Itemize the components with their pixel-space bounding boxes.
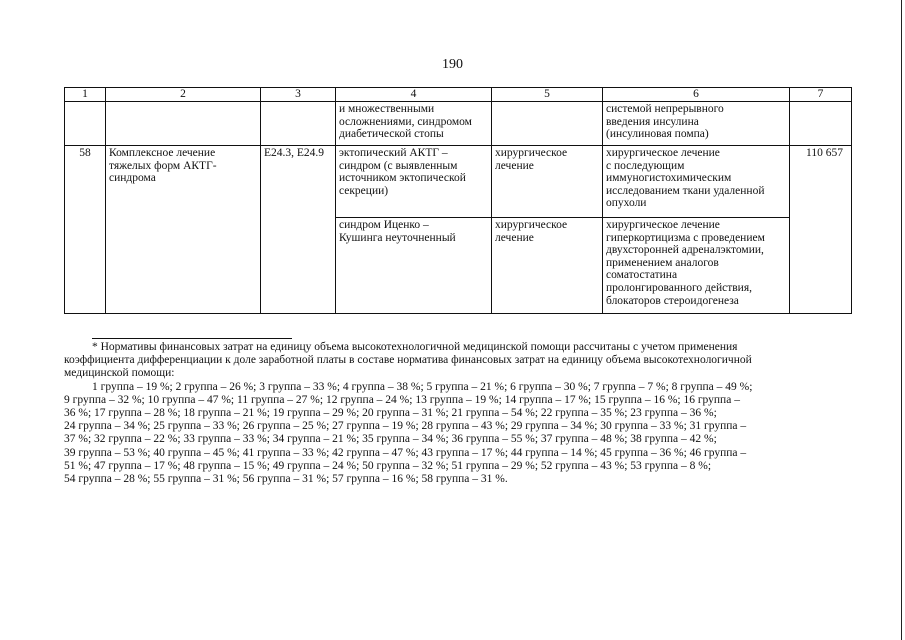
cell-line: эктопический АКТГ –: [339, 147, 448, 159]
header-cell: 3: [261, 88, 336, 102]
cell-line: Комплексное лечение: [109, 147, 216, 159]
cell-line: Кушинга неуточненный: [339, 231, 456, 244]
cell-line: синдром Иценко –: [339, 219, 429, 231]
patient-model-cell: [336, 146, 492, 218]
footnote-line: 36 %; 17 группа – 28 %; 18 группа – 21 %; 19 группа – 29 %; 20 группа – 31 %; 21 группа – 54 %; 22 группа – 35 %; 23 группа – 36 %;: [64, 407, 717, 420]
empty-cell: [106, 102, 261, 146]
cell-line: лечение: [495, 159, 534, 172]
cell-line: с последующим: [606, 159, 685, 172]
treatment-type-cell: [492, 218, 603, 314]
footnote-line: коэффициента дифференциации к доле заработной платы в составе норматива финансовых затрат на единицу объема высокотехнологичной: [64, 354, 752, 367]
header-cell: 1: [65, 88, 106, 102]
cell-line: системой непрерывного: [606, 103, 724, 115]
cell-line: диабетической стопы: [339, 128, 444, 141]
empty-cell: [790, 102, 852, 146]
cell-line: пролонгированного действия,: [606, 281, 753, 294]
cell-line: секреции): [339, 184, 389, 197]
footnote-line: 51 %; 47 группа – 17 %; 48 группа – 15 %; 49 группа – 24 %; 50 группа – 32 %; 51 группа – 29 %; 52 группа – 43 %; 53 группа – 8 %;: [64, 459, 712, 472]
cell-line: синдром (с выявленным: [339, 159, 458, 172]
price-cell: 110 657: [790, 146, 852, 314]
cell-line: синдрома: [109, 172, 156, 185]
cell-line: опухоли: [606, 197, 647, 210]
cell-line: иммуногистохимическим: [606, 172, 732, 185]
cell-line: соматостатина: [606, 269, 678, 282]
treatment-method-cell: [603, 102, 790, 146]
header-cell: 4: [336, 88, 492, 102]
treatment-type-cell: [492, 146, 603, 218]
footnote-line: 39 группа – 53 %; 40 группа – 45 %; 41 группа – 33 %; 42 группа – 47 %; 43 группа – 17 %; 44 группа – 14 %; 45 группа – 36 %; 46 группа –: [64, 446, 747, 459]
cell-line: хирургическое: [495, 147, 568, 159]
footnote-line: 24 группа – 34 %; 25 группа – 33 %; 26 группа – 25 %; 27 группа – 19 %; 28 группа – 43 %; 29 группа – 34 %; 30 группа – 33 %; 31 группа –: [64, 420, 747, 433]
cell-line: (инсулиновая помпа): [606, 128, 709, 141]
patient-model-cell: [336, 102, 492, 146]
icd-codes-cell: E24.3, E24.9: [261, 146, 336, 314]
empty-cell: [261, 102, 336, 146]
footnote-line: медицинской помощи:: [64, 367, 175, 380]
cell-line: хирургическое: [495, 219, 568, 231]
footnote: [64, 341, 851, 486]
footnote-separator: [92, 338, 292, 339]
header-cell: 6: [603, 88, 790, 102]
cell-line: хирургическое лечение: [606, 219, 720, 231]
treatment-method-cell: [603, 218, 790, 314]
footnote-line: 1 группа – 19 %; 2 группа – 26 %; 3 группа – 33 %; 4 группа – 38 %; 5 группа – 21 %; 6 группа – 30 %; 7 группа – 7 %; 8 группа – 49 %;: [92, 380, 753, 393]
cell-line: хирургическое лечение: [606, 147, 720, 159]
footnote-line: 9 группа – 32 %; 10 группа – 47 %; 11 группа – 27 %; 12 группа – 24 %; 13 группа – 19 %; 14 группа – 17 %; 15 группа – 16 %; 16 группа –: [64, 393, 740, 406]
header-cell: 7: [790, 88, 852, 102]
cell-line: осложнениями, синдромом: [339, 115, 472, 128]
footnote-line: * Нормативы финансовых затрат на единицу объема высокотехнологичной медицинской помощи рассчитаны с учетом применения: [92, 341, 738, 353]
footnote-line: 37 %; 32 группа – 22 %; 33 группа – 33 %; 34 группа – 21 %; 35 группа – 34 %; 36 группа – 55 %; 37 группа – 48 %; 38 группа – 42 %;: [64, 433, 717, 446]
footnote-line: 54 группа – 28 %; 55 группа – 31 %; 56 группа – 31 %; 57 группа – 16 %; 58 группа – 31 %.: [64, 473, 508, 486]
cell-line: гиперкортицизма с проведением: [606, 231, 765, 244]
cell-line: тяжелых форм АКТГ-: [109, 159, 217, 172]
scan-edge-line: [901, 0, 902, 640]
hmp-table: [64, 87, 852, 314]
hmp-name-cell: [106, 146, 261, 314]
cell-line: лечение: [495, 231, 534, 244]
empty-cell: [65, 102, 106, 146]
cell-line: исследованием ткани удаленной: [606, 184, 765, 197]
cell-line: введения инсулина: [606, 115, 699, 128]
table-row-58: [65, 146, 852, 218]
cell-line: источником эктопической: [339, 172, 466, 185]
empty-cell: [492, 102, 603, 146]
patient-model-cell: [336, 218, 492, 314]
cell-line: блокаторов стероидогенеза: [606, 294, 739, 307]
treatment-method-cell: [603, 146, 790, 218]
page-number: 190: [442, 57, 463, 72]
row-number-cell: 58: [65, 146, 106, 314]
cell-line: и множественными: [339, 103, 435, 115]
cell-line: двухсторонней адреналэктомии,: [606, 244, 764, 257]
cell-line: применением аналогов: [606, 256, 719, 269]
table-header-row: [65, 88, 852, 102]
table-row-continuation: [65, 102, 852, 146]
header-cell: 5: [492, 88, 603, 102]
header-cell: 2: [106, 88, 261, 102]
